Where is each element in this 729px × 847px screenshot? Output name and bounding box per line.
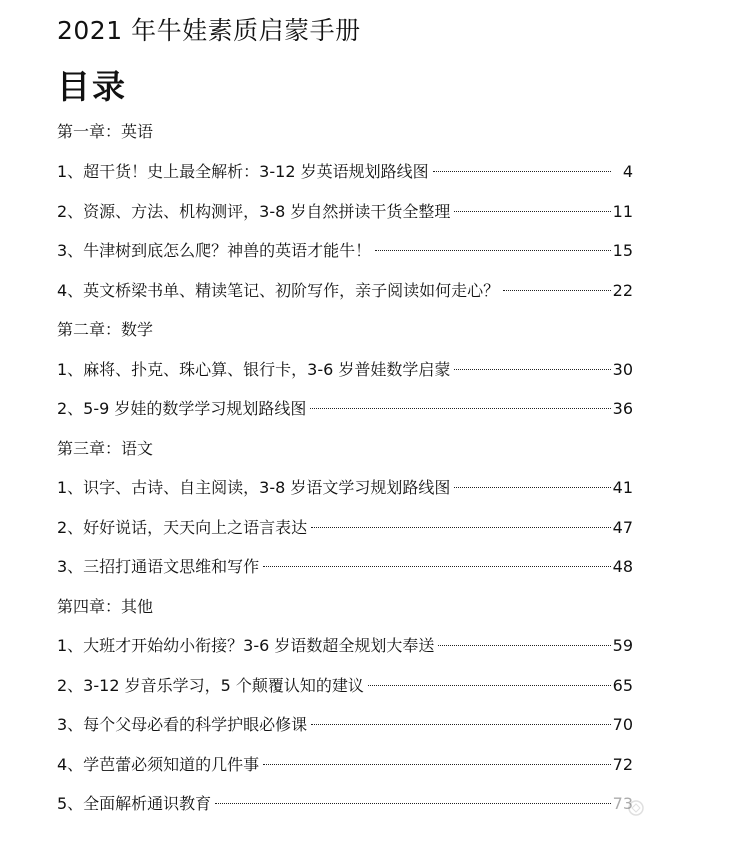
dot-leader: [433, 171, 611, 172]
toc-entry-title: 3、三招打通语文思维和写作: [57, 557, 260, 576]
dot-leader: [454, 487, 610, 488]
toc-entry-page: 72: [612, 755, 633, 774]
toc-entry-page: 48: [612, 557, 633, 576]
toc-entry-page: 4: [622, 162, 633, 181]
toc-entry-title: 4、英文桥梁书单、精读笔记、初阶写作，亲子阅读如何走心？: [57, 281, 500, 300]
toc-entry[interactable]: [57, 751, 637, 779]
toc-entry[interactable]: [57, 672, 637, 700]
chapter-2-row: [57, 316, 637, 344]
toc-entry[interactable]: [57, 711, 637, 739]
toc-entry[interactable]: [57, 553, 637, 581]
toc-entry-page: 11: [612, 202, 633, 221]
toc-entry-page: 47: [612, 518, 633, 537]
toc-entry[interactable]: [57, 356, 637, 384]
document-title: 2021 年牛娃素质启蒙手册: [57, 16, 361, 45]
toc-entry[interactable]: [57, 395, 637, 423]
toc-entry-page: 30: [612, 360, 633, 379]
toc-entry[interactable]: [57, 632, 637, 660]
dot-leader: [263, 566, 610, 567]
dot-leader: [310, 408, 610, 409]
toc-heading: 目录: [57, 67, 127, 106]
toc-entry[interactable]: [57, 158, 637, 186]
toc-entry[interactable]: [57, 198, 637, 226]
chapter-1-heading: 第一章：英语: [57, 122, 154, 141]
toc-entry-page: 65: [612, 676, 633, 695]
watermark-icon: [627, 799, 645, 817]
chapter-4-heading: 第四章：其他: [57, 597, 154, 616]
dot-leader: [454, 369, 610, 370]
toc-entry-page: 73: [612, 794, 633, 813]
toc-entry-page: 15: [612, 241, 633, 260]
toc-entry[interactable]: [57, 514, 637, 542]
dot-leader: [215, 803, 610, 804]
toc-entry-page: 36: [612, 399, 633, 418]
toc-entry-page: 22: [612, 281, 633, 300]
dot-leader: [263, 764, 610, 765]
dot-leader: [375, 250, 610, 251]
toc-entry[interactable]: [57, 790, 637, 818]
toc-entry-page: 70: [612, 715, 633, 734]
dot-leader: [438, 645, 610, 646]
dot-leader: [503, 290, 610, 291]
chapter-3-heading: 第三章：语文: [57, 439, 154, 458]
toc-entry-title: 2、3-12 岁音乐学习，5 个颠覆认知的建议: [57, 676, 364, 695]
toc-entry[interactable]: [57, 277, 637, 305]
chapter-3-row: [57, 435, 637, 463]
toc-entry-page: 41: [612, 478, 633, 497]
dot-leader: [311, 724, 610, 725]
toc-entry-title: 3、牛津树到底怎么爬？神兽的英语才能牛！: [57, 241, 372, 260]
dot-leader: [311, 527, 610, 528]
toc-entry-page: 59: [612, 636, 633, 655]
toc-entry[interactable]: [57, 474, 637, 502]
toc-entry[interactable]: [57, 237, 637, 265]
toc-entry-title: 2、5-9 岁娃的数学学习规划路线图: [57, 399, 307, 418]
chapter-4-row: [57, 593, 637, 621]
toc-entry-title: 5、全面解析通识教育: [57, 794, 212, 813]
dot-leader: [368, 685, 611, 686]
toc-entry-title: 1、识字、古诗、自主阅读，3-8 岁语文学习规划路线图: [57, 478, 451, 497]
toc-entry-title: 1、超干货！史上最全解析：3-12 岁英语规划路线图: [57, 162, 429, 181]
toc-entry-title: 2、资源、方法、机构测评，3-8 岁自然拼读干货全整理: [57, 202, 451, 221]
dot-leader: [454, 211, 610, 212]
toc-entry-title: 4、学芭蕾必须知道的几件事: [57, 755, 260, 774]
chapter-1-row: [57, 118, 637, 146]
toc-entry-title: 1、麻将、扑克、珠心算、银行卡，3-6 岁普娃数学启蒙: [57, 360, 451, 379]
chapter-2-heading: 第二章：数学: [57, 320, 154, 339]
toc-entry-title: 2、好好说话，天天向上之语言表达: [57, 518, 308, 537]
toc-entry-title: 3、每个父母必看的科学护眼必修课: [57, 715, 308, 734]
toc-entry-title: 1、大班才开始幼小衔接？3-6 岁语数超全规划大奉送: [57, 636, 435, 655]
